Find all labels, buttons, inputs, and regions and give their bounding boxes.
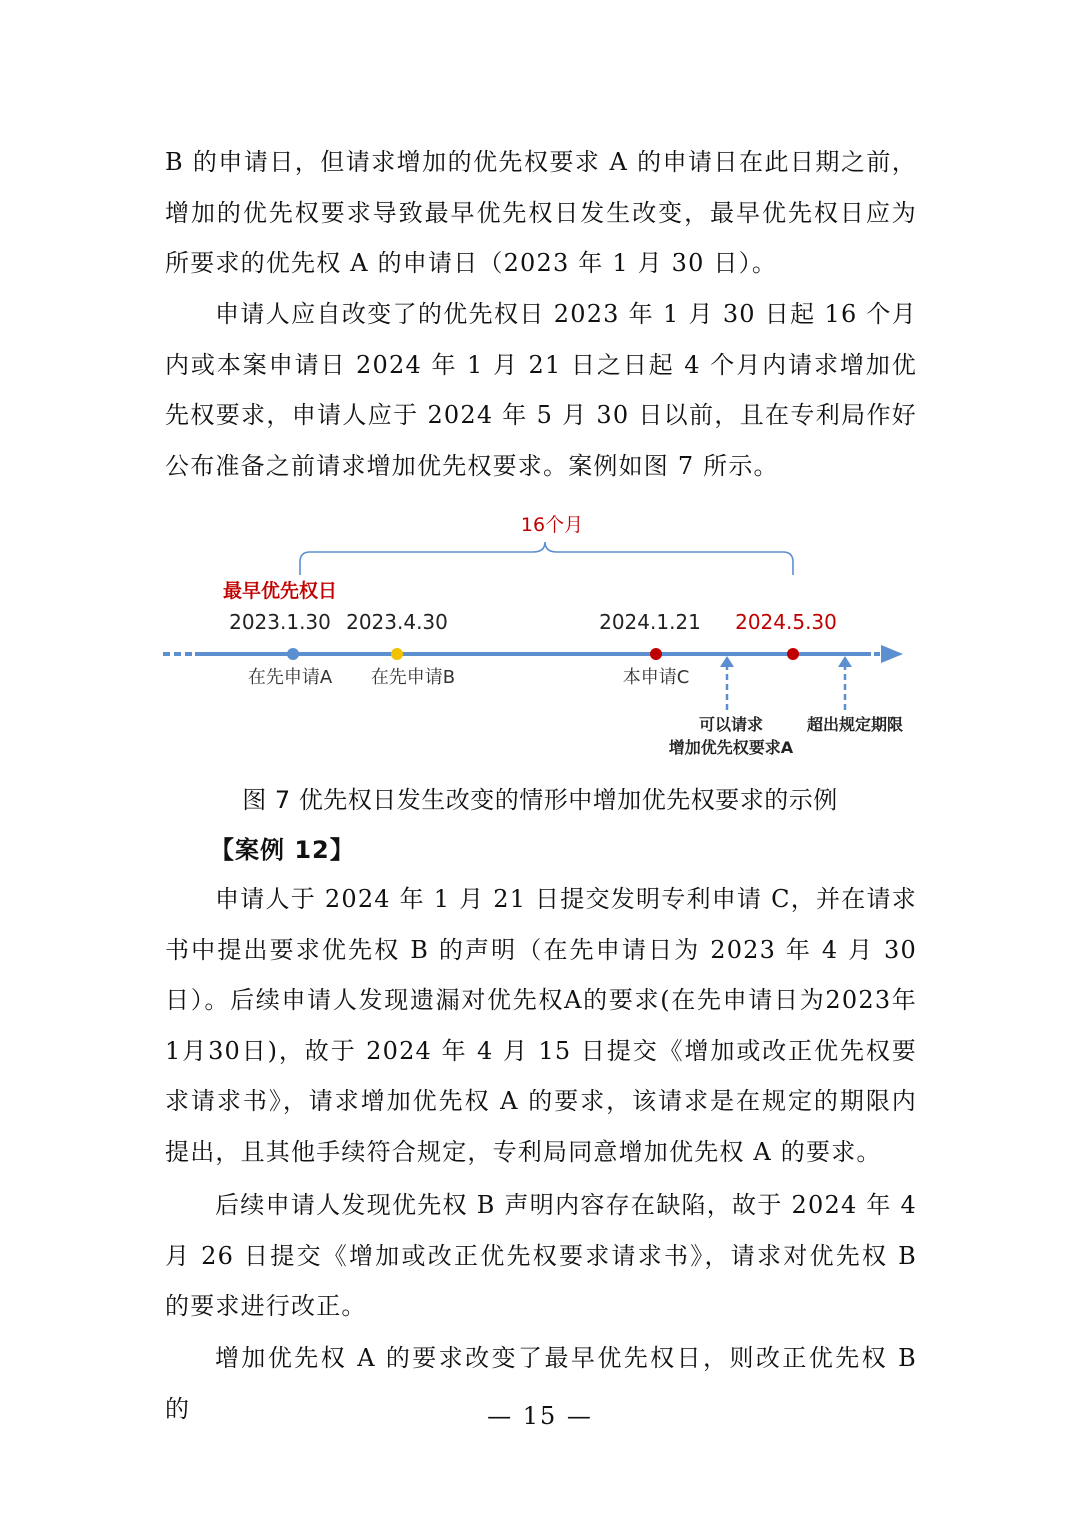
label-application-c: 本申请C xyxy=(622,667,690,688)
date-label-2023-4-30: 2023.4.30 xyxy=(346,610,448,634)
dot-application-a xyxy=(287,648,299,660)
paragraph-1: B 的申请日，但请求增加的优先权要求 A 的申请日在此日期之前，增加的优先权要求导致最早优先权日发生改变，最早优先权日应为所要求的优先权 A 的申请日（2023 年 1 月 30 日）。 xyxy=(165,148,917,277)
note-overdue: 超出规定期限 xyxy=(806,715,904,734)
page-number: — 15 — xyxy=(487,1402,593,1430)
span-brace xyxy=(300,542,793,575)
date-label-2024-5-30: 2024.5.30 xyxy=(735,610,837,634)
dot-application-c xyxy=(650,648,662,660)
paragraph-4: 后续申请人发现优先权 B 声明内容存在缺陷，故于 2024 年 4 月 26 日提交《增加或改正优先权要求请求书》，请求对优先权 B 的要求进行改正。 xyxy=(165,1191,917,1320)
priority-timeline-figure xyxy=(155,500,915,770)
note-can-request-line1: 可以请求 xyxy=(698,715,764,734)
paragraph-2: 申请人应自改变了的优先权日 2023 年 1 月 30 日起 16 个月内或本案申请日 2024 年 1 月 21 日之日起 4 个月内请求增加优先权要求，申请人应于 2024 年 5 月 30 日以前，且在专利局作好公布准备之前请求增加优先权要求。案例如图 7 所示。 xyxy=(165,300,917,480)
dot-deadline xyxy=(787,648,799,660)
overdue-arrowhead xyxy=(838,656,852,667)
date-label-2024-1-21: 2024.1.21 xyxy=(599,610,701,634)
timeline-arrowhead xyxy=(881,645,903,663)
span-label: 16个月 xyxy=(520,514,584,536)
paragraph-5: 增加优先权 A 的要求改变了最早优先权日，则改正优先权 B 的 xyxy=(165,1344,917,1423)
label-application-b: 在先申请B xyxy=(370,667,456,688)
earliest-priority-label: 最早优先权日 xyxy=(223,580,338,602)
dot-application-b xyxy=(391,648,403,660)
can-request-arrowhead xyxy=(720,656,734,667)
date-label-2023-1-30: 2023.1.30 xyxy=(229,610,331,634)
paragraph-3: 申请人于 2024 年 1 月 21 日提交发明专利申请 C，并在请求书中提出要求优先权 B 的声明（在先申请日为 2023 年 4 月 30 日）。后续申请人发现遗漏对优先权A的要求(在先申请日为2023年1月30日)，故于 2024 年 4 月 15 日提交《增加或改正优先权要求请求书》，请求增加优先权 A 的要求，该请求是在规定的期限内提出，且其他手续符合规定，专利局同意增加优先权 A 的要求。 xyxy=(165,885,917,1166)
figure-caption: 图 7 优先权日发生改变的情形中增加优先权要求的示例 xyxy=(242,786,838,814)
label-application-a: 在先申请A xyxy=(247,667,333,688)
case-heading: 【案例 12】 xyxy=(210,836,355,864)
note-can-request-line2: 增加优先权要求A xyxy=(668,738,794,757)
